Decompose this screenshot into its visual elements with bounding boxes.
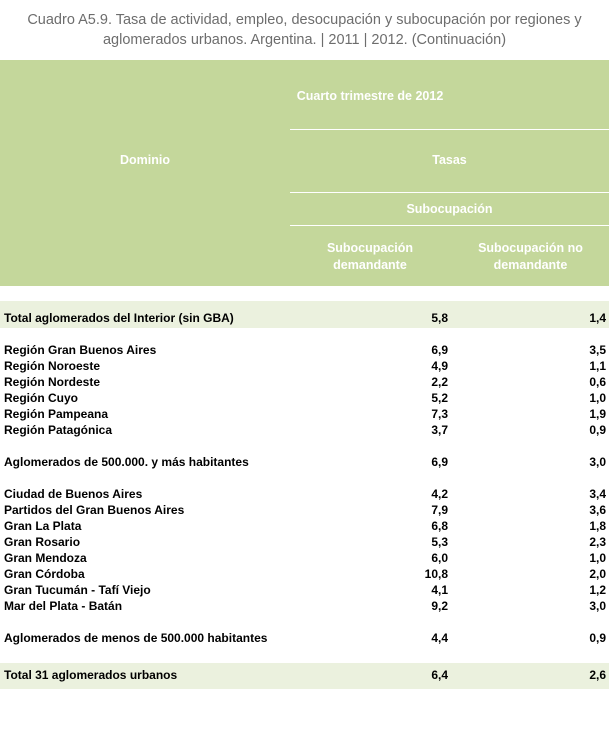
cell-subocupacion-no-demandante: 0,9: [589, 631, 606, 645]
table-row: [0, 359, 609, 375]
cell-subocupacion-no-demandante: 1,0: [589, 551, 606, 565]
row-label: Región Pampeana: [4, 407, 109, 421]
cell-subocupacion-demandante: 6,8: [431, 519, 448, 533]
header-tasas: Tasas: [432, 153, 467, 167]
cell-subocupacion-no-demandante: 2,3: [589, 535, 606, 549]
row-label: Gran Tucumán - Tafí Viejo: [4, 583, 151, 597]
cell-subocupacion-demandante: 4,4: [431, 631, 448, 645]
row-label: Región Cuyo: [4, 391, 78, 405]
cell-subocupacion-demandante: 10,8: [424, 567, 448, 581]
row-label: Total aglomerados del Interior (sin GBA): [4, 311, 234, 325]
row-label: Ciudad de Buenos Aires: [4, 487, 143, 501]
row-label: Gran Mendoza: [4, 551, 87, 565]
table-row: [0, 423, 609, 439]
col1-line-1: Subocupación: [326, 241, 414, 255]
row-label: Total 31 aglomerados urbanos: [4, 668, 178, 682]
cell-subocupacion-demandante: 5,2: [431, 391, 448, 405]
table-row: [0, 551, 609, 567]
table-row: [0, 503, 609, 519]
header-dominio: Dominio: [120, 153, 170, 167]
title-line-2: aglomerados urbanos. Argentina. | 2011 | 2012. (Continuación): [102, 32, 507, 48]
row-label: Aglomerados de menos de 500.000 habitantes: [4, 631, 268, 645]
cell-subocupacion-no-demandante: 1,2: [589, 583, 606, 597]
cell-subocupacion-demandante: 5,3: [431, 535, 448, 549]
cell-subocupacion-no-demandante: 2,0: [589, 567, 606, 581]
header-col-no-demandante: [452, 240, 609, 274]
table-row: [0, 407, 609, 423]
table-row: [0, 631, 609, 647]
row-label: Región Gran Buenos Aires: [4, 343, 157, 357]
row-label: Mar del Plata - Batán: [4, 599, 123, 613]
col2-line-2: demandante: [493, 258, 568, 272]
cell-subocupacion-demandante: 3,7: [431, 423, 448, 437]
cell-subocupacion-no-demandante: 3,4: [589, 487, 606, 501]
cell-subocupacion-no-demandante: 0,6: [589, 375, 606, 389]
title-line-1: Cuadro A5.9. Tasa de actividad, empleo, desocupación y subocupación por regiones y: [27, 12, 582, 28]
header-period: Cuarto trimestre de 2012: [296, 89, 444, 103]
cell-subocupacion-demandante: 4,2: [431, 487, 448, 501]
cell-subocupacion-demandante: 6,9: [431, 455, 448, 469]
cell-subocupacion-no-demandante: 1,0: [589, 391, 606, 405]
row-label: Gran La Plata: [4, 519, 82, 533]
table-row: [0, 375, 609, 391]
cell-subocupacion-demandante: 4,9: [431, 359, 448, 373]
table-row: [0, 599, 609, 615]
cell-subocupacion-no-demandante: 1,8: [589, 519, 606, 533]
cell-subocupacion-no-demandante: 2,6: [589, 668, 606, 682]
table-row: [0, 455, 609, 471]
cell-subocupacion-demandante: 9,2: [431, 599, 448, 613]
table-row: [0, 487, 609, 503]
cell-subocupacion-no-demandante: 1,4: [589, 311, 606, 325]
table-row: [0, 535, 609, 551]
cell-subocupacion-no-demandante: 3,0: [589, 455, 606, 469]
cell-subocupacion-demandante: 7,3: [431, 407, 448, 421]
table-title: [0, 10, 609, 50]
row-label: Región Patagónica: [4, 423, 113, 437]
header-subocupacion: Subocupación: [406, 202, 493, 216]
table-row: [0, 391, 609, 407]
row-label: Región Nordeste: [4, 375, 101, 389]
cell-subocupacion-demandante: 6,0: [431, 551, 448, 565]
col1-line-2: demandante: [333, 258, 407, 272]
row-label: Aglomerados de 500.000. y más habitantes: [4, 455, 249, 469]
table-row: [0, 668, 609, 684]
header-divider-1: [290, 129, 609, 130]
cell-subocupacion-no-demandante: 3,6: [589, 503, 606, 517]
header-divider-3: [290, 225, 609, 226]
cell-subocupacion-demandante: 2,2: [431, 375, 448, 389]
cell-subocupacion-no-demandante: 3,0: [589, 599, 606, 613]
table-row: [0, 567, 609, 583]
header-divider-2: [290, 192, 609, 193]
row-label: Gran Rosario: [4, 535, 81, 549]
cell-subocupacion-no-demandante: 1,9: [589, 407, 606, 421]
cell-subocupacion-demandante: 6,9: [431, 343, 448, 357]
row-label: Partidos del Gran Buenos Aires: [4, 503, 185, 517]
cell-subocupacion-demandante: 4,1: [431, 583, 448, 597]
cell-subocupacion-demandante: 7,9: [431, 503, 448, 517]
col2-line-1: Subocupación no: [478, 241, 583, 255]
table-row: [0, 311, 609, 327]
table-row: [0, 583, 609, 599]
cell-subocupacion-no-demandante: 3,5: [589, 343, 606, 357]
row-label: Región Noroeste: [4, 359, 101, 373]
table-row: [0, 343, 609, 359]
cell-subocupacion-no-demandante: 1,1: [589, 359, 606, 373]
cell-subocupacion-no-demandante: 0,9: [589, 423, 606, 437]
cell-subocupacion-demandante: 5,8: [431, 311, 448, 325]
table-header: [0, 60, 609, 286]
header-col-demandante: [290, 240, 450, 274]
cell-subocupacion-demandante: 6,4: [431, 668, 448, 682]
table-row: [0, 519, 609, 535]
row-label: Gran Córdoba: [4, 567, 85, 581]
